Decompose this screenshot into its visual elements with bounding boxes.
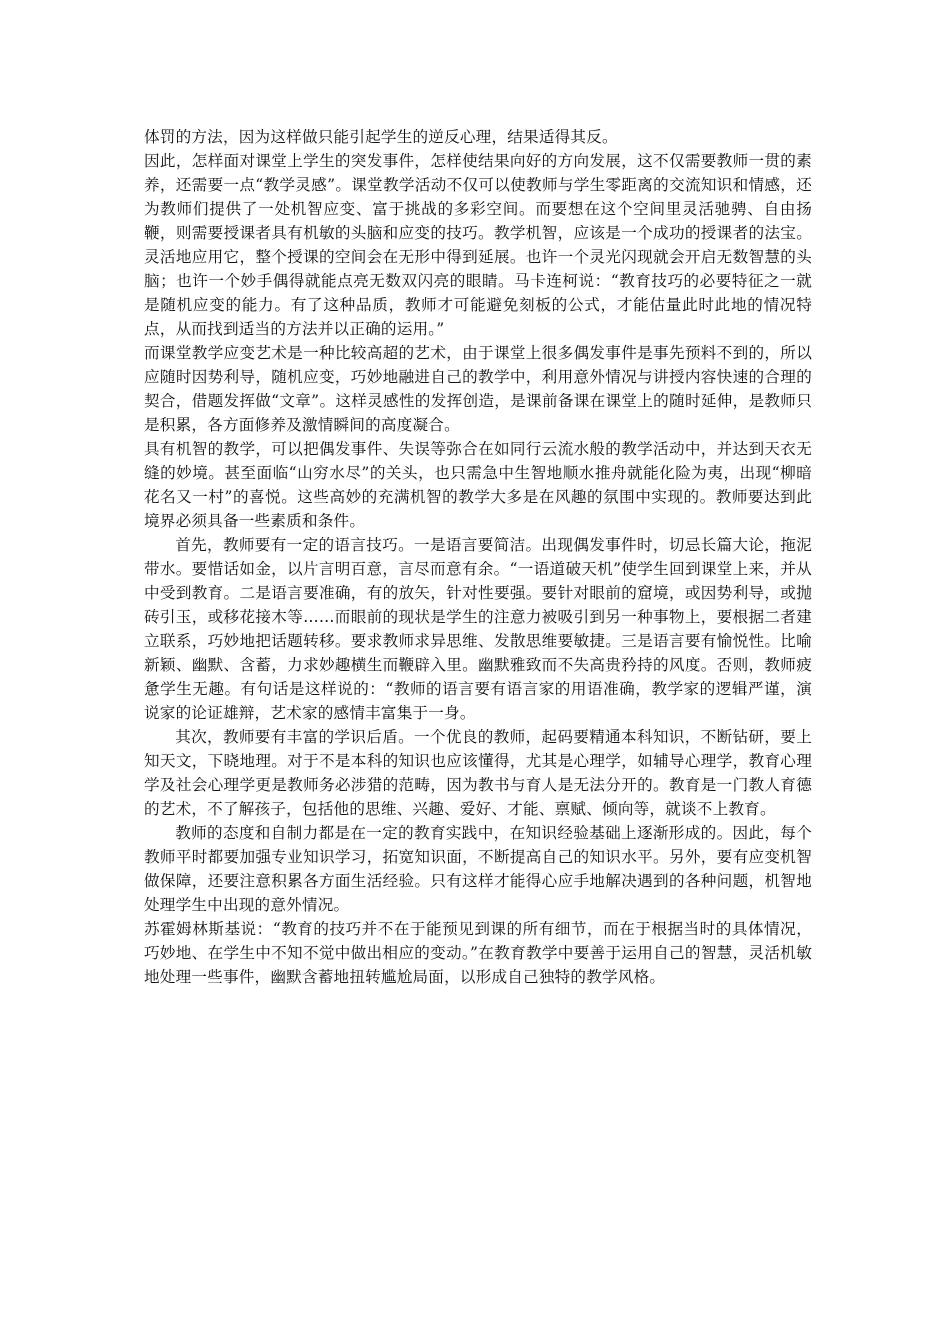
paragraph-8: 苏霍姆林斯基说：“教育的技巧并不在于能预见到课的所有细节，而在于根据当时的具体情况，巧妙地、在学生中不知不觉中做出相应的变动。”在教育教学中要善于运用自己的智慧，灵活机敏地处理一些事件，幽默含蓄地扭转尴尬局面，以形成自己独特的教学风格。 <box>144 920 812 986</box>
document-body <box>144 125 812 989</box>
paragraph-6: 其次，教师要有丰富的学识后盾。一个优良的教师，起码要精通本科知识，不断钻研，要上知天文，下晓地理。对于不是本科的知识也应该懂得，尤其是心理学，如辅导心理学，教育心理学及社会心理学更是教师务必涉猎的范畴，因为教书与育人是无法分开的。教育是一门教人育德的艺术，不了解孩子，包括他的思维、兴趣、爱好、才能、禀赋、倾向等，就谈不上教育。 <box>144 728 812 818</box>
paragraph-3: 而课堂教学应变艺术是一种比较高超的艺术，由于课堂上很多偶发事件是事先预料不到的，所以应随时因势利导，随机应变，巧妙地融进自己的教学中，利用意外情况与讲授内容快速的合理的契合，借题发挥做“文章”。这样灵感性的发挥创造，是课前备课在课堂上的随时延伸，是教师只是积累，各方面修养及激情瞬间的高度凝合。 <box>144 344 812 434</box>
paragraph-7: 教师的态度和自制力都是在一定的教育实践中，在知识经验基础上逐渐形成的。因此，每个教师平时都要加强专业知识学习，拓宽知识面，不断提高自己的知识水平。另外，要有应变机智做保障，还要注意积累各方面生活经验。只有这样才能得心应手地解决遇到的各种问题，机智地处理学生中出现的意外情况。 <box>144 824 812 914</box>
paragraph-4: 具有机智的教学，可以把偶发事件、失误等弥合在如同行云流水般的教学活动中，并达到天衣无缝的妙境。甚至面临“山穷水尽”的关头，也只需急中生智地顺水推舟就能化险为夷，出现“柳暗花名又一村”的喜悦。这些高妙的充满机智的教学大多是在风趣的氛围中实现的。教师要达到此境界必须具备一些素质和条件。 <box>144 440 812 530</box>
paragraph-1: 体罚的方法，因为这样做只能引起学生的逆反心理，结果适得其反。 <box>144 128 618 146</box>
paragraph-5: 首先，教师要有一定的语言技巧。一是语言要简洁。出现偶发事件时，切忌长篇大论，拖泥带水。要惜话如金，以片言明百意，言尽而意有余。“一语道破天机”使学生回到课堂上来，并从中受到教育。二是语言要准确，有的放矢，针对性要强。要针对眼前的窟境，或因势利导，或抛砖引玉，或移花接木等……而眼前的现状是学生的注意力被吸引到另一种事物上，要根据二者建立联系，巧妙地把话题转移。要求教师求异思维、发散思维要敏捷。三是语言要有愉悦性。比喻新颖、幽默、含蓄，力求妙趣横生而鞭辟入里。幽默雅致而不失高贵矜持的风度。否则，教师疲惫学生无趣。有句话是这样说的：“教师的语言要有语言家的用语准确，教学家的逻辑严谨，演说家的论证雄辩，艺术家的感情丰富集于一身。 <box>144 536 812 722</box>
paragraph-2: 因此，怎样面对课堂上学生的突发事件，怎样使结果向好的方向发展，这不仅需要教师一贯的素养，还需要一点“教学灵感”。课堂教学活动不仅可以使教师与学生零距离的交流知识和情感，还为教师们提供了一处机智应变、富于挑战的多彩空间。而要想在这个空间里灵活驰骋、自由扬鞭，则需要授课者具有机敏的头脑和应变的技巧。教学机智，应该是一个成功的授课者的法宝。灵活地应用它，整个授课的空间会在无形中得到延展。也许一个灵光闪现就会开启无数智慧的头脑；也许一个妙手偶得就能点亮无数双闪亮的眼睛。马卡连柯说：“教育技巧的必要特征之一就是随机应变的能力。有了这种品质，教师才可能避免刻板的公式，才能估量此时此地的情况特点，从而找到适当的方法并以正确的运用。” <box>144 152 812 338</box>
